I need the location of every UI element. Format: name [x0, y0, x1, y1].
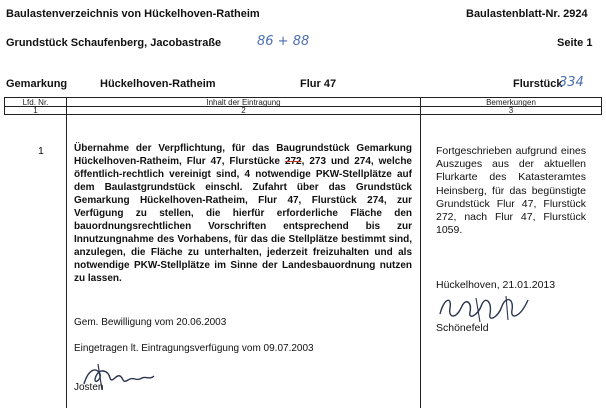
column-number-2: 2 [241, 106, 246, 115]
column-divider-1 [66, 97, 67, 408]
gemarkung-label: Gemarkung [6, 78, 68, 90]
entry-text-part-2: , 273 und 274, welche öffentlich-rechtlich vereinigt sind, 4 notwendige PKW-Stellplätze auf dem Baulastgrundstück einschl. Zufahrt über das Grundstück Gemarkung Hückelhoven-Ratheim, Flur 47, Flurstück 274, zur Verfügung zu stellen, die hierfür erforderliche Fläche den bauordnungsrechtlichen Vorschriften entsprechend bis zur Innutzungnahme des Vorhabens, für das die Stellplätze bestimmt sind, anzulegen, die Fläche zu unterhalten, jederzeit freizuhalten und als notwendige PKW-Stellplätze im Sinne der Landesbauordnung nutzen zu lassen. [74, 156, 412, 284]
register-title: Baulastenverzeichnis von Hückelhoven-Ratheim [6, 8, 260, 20]
entry-text-part-1: Übernahme der Verpflichtung, für das Baugrundstück Gemarkung Hückelhoven-Ratheim, Flur 47, Flurstücke [74, 143, 412, 167]
flurstueck-value: 334 [559, 75, 584, 90]
column-header-inhalt: Inhalt der Eintragung [206, 98, 281, 107]
bemerkung-place-date: Hückelhoven, 21.01.2013 [436, 279, 556, 291]
entry-text [74, 142, 412, 285]
signer-schoenefeld: Schönefeld [436, 322, 489, 334]
column-header-bemerkungen: Bemerkungen [486, 98, 536, 107]
table-right-rule [601, 97, 602, 114]
flurstueck-label: Flurstück [513, 78, 563, 90]
column-header-lfd-nr: Lfd. Nr. [22, 98, 49, 107]
entry-number: 1 [38, 145, 44, 157]
signature-schoenefeld-icon [436, 292, 532, 326]
sheet-number: Baulastenblatt-Nr. 2924 [466, 8, 588, 20]
grundstueck-hausnummer: 86 + 88 [257, 34, 310, 49]
gemarkung-value: Hückelhoven-Ratheim [100, 78, 216, 90]
bemerkung-text: Fortgeschrieben aufgrund eines Auszuges aus der aktuellen Flurkarte des Katasteramtes Heinsberg, für das begünstigte Grundstück Flur 47, Flurstück 272, nach Flur 47, Flurstück 1059. [436, 145, 586, 237]
flur-value: Flur 47 [300, 78, 337, 90]
signer-josten: Josten [74, 382, 104, 393]
struck-flurstueck: 272 [284, 156, 302, 167]
column-number-1: 1 [33, 106, 38, 115]
grundstueck-label: Grundstück Schaufenberg, Jacobastraße [6, 37, 222, 49]
page-number: Seite 1 [557, 37, 593, 49]
column-number-3: 3 [508, 106, 514, 115]
bewilligung-date: Gem. Bewilligung vom 20.06.2003 [74, 317, 227, 328]
eintragung-text: Eingetragen lt. Eintragungsverfügung vom 09.07.2003 [74, 343, 314, 354]
column-divider-2 [420, 97, 421, 408]
